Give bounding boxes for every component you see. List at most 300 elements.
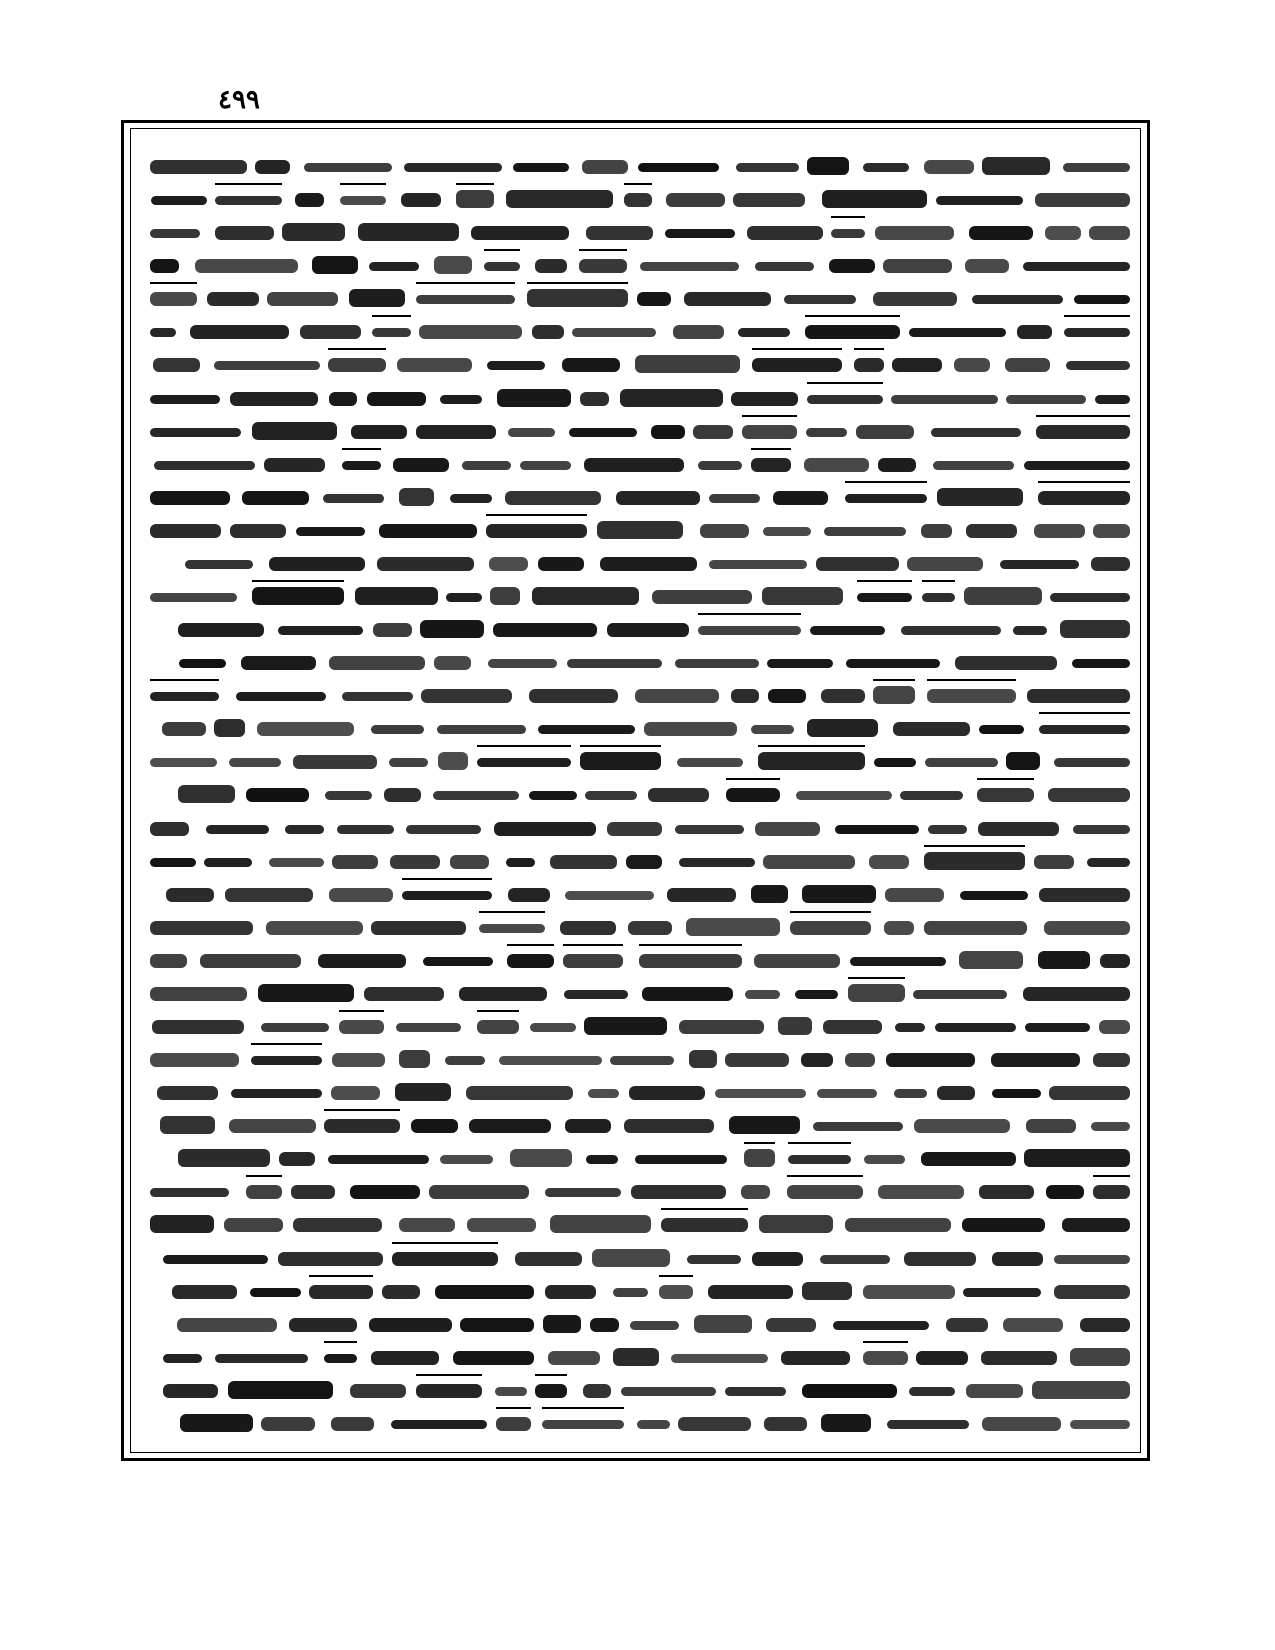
text-word (991, 1053, 1080, 1067)
text-line (150, 911, 1130, 947)
text-word (152, 1020, 244, 1034)
text-word (892, 358, 942, 372)
text-word (913, 990, 1007, 999)
text-word (494, 822, 596, 836)
text-word (891, 395, 998, 404)
text-word (490, 587, 520, 605)
text-word (440, 395, 482, 404)
text-word (884, 921, 914, 935)
text-word (267, 292, 338, 306)
text-word (538, 557, 584, 571)
text-word (215, 226, 274, 240)
text-line (150, 1308, 1130, 1344)
overline-bracket (402, 878, 492, 912)
text-word (845, 1218, 951, 1232)
text-word (833, 1321, 929, 1330)
text-word (329, 888, 393, 902)
text-word (963, 1288, 1041, 1297)
text-word (231, 1089, 322, 1098)
text-word (731, 689, 759, 703)
text-word (261, 1023, 329, 1032)
text-line (150, 712, 1130, 748)
text-word (972, 295, 1063, 304)
text-word (1049, 1086, 1130, 1100)
text-word (258, 984, 354, 1002)
text-word (725, 1387, 786, 1396)
text-word (150, 524, 221, 538)
text-word (613, 1288, 648, 1297)
text-word (823, 1020, 882, 1034)
text-word (709, 494, 760, 503)
text-word (572, 328, 656, 337)
text-line (150, 613, 1130, 649)
text-word (964, 587, 1042, 605)
text-word (538, 725, 635, 734)
text-word (616, 491, 700, 505)
text-word (802, 1282, 852, 1300)
text-word (644, 722, 737, 736)
overline-bracket (788, 1142, 851, 1176)
text-line (150, 977, 1130, 1013)
text-word (1044, 921, 1130, 935)
text-word (946, 1318, 988, 1332)
text-word (590, 1318, 619, 1332)
text-word (580, 392, 609, 406)
text-word (709, 560, 807, 569)
overline-bracket (535, 1374, 567, 1408)
text-word (506, 858, 535, 867)
text-word (548, 1351, 600, 1365)
text-word (397, 358, 472, 372)
text-word (901, 626, 1001, 635)
text-word (1073, 825, 1130, 834)
text-word (252, 422, 337, 440)
text-word (631, 1185, 726, 1199)
text-word (652, 590, 752, 604)
text-word (875, 226, 954, 240)
text-word (821, 689, 865, 703)
text-word (806, 428, 847, 437)
text-word (342, 692, 413, 701)
overline-bracket (1064, 315, 1130, 349)
text-word (677, 758, 743, 767)
page-number: ٤٩٩ (218, 85, 260, 115)
text-word (150, 954, 187, 968)
text-word (214, 361, 320, 370)
text-line (150, 1175, 1130, 1211)
text-line (150, 1242, 1130, 1278)
text-word (440, 1155, 493, 1164)
overline-bracket (805, 315, 900, 349)
text-word (567, 659, 662, 668)
text-word (620, 389, 723, 407)
text-word (429, 1185, 529, 1199)
text-word (928, 825, 967, 834)
text-word (355, 587, 438, 605)
text-word (257, 722, 354, 736)
text-word (965, 259, 1009, 273)
text-word (894, 1089, 927, 1098)
text-word (150, 395, 220, 404)
text-line (150, 580, 1130, 616)
overline-bracket (790, 911, 871, 945)
text-word (600, 557, 697, 571)
text-word (863, 163, 909, 172)
text-word (228, 1381, 333, 1399)
text-word (864, 1155, 905, 1164)
text-word (807, 719, 878, 737)
overline-bracket (150, 679, 219, 713)
text-word (741, 1185, 770, 1199)
text-word (437, 725, 526, 734)
text-word (921, 1152, 1016, 1166)
text-line (150, 1275, 1130, 1311)
text-word (1072, 659, 1130, 668)
text-word (885, 888, 944, 902)
overline-bracket (758, 745, 865, 779)
text-word (364, 987, 444, 1001)
text-word (371, 921, 466, 935)
text-word (754, 954, 840, 968)
overline-bracket (787, 1175, 863, 1209)
text-word (992, 1089, 1041, 1098)
text-word (624, 1119, 714, 1133)
text-word (640, 262, 739, 271)
text-word (185, 560, 253, 569)
text-word (510, 1149, 572, 1167)
text-word (289, 1318, 357, 1332)
text-word (829, 259, 875, 273)
text-word (446, 593, 482, 602)
overline-bracket (744, 1142, 775, 1176)
text-word (358, 223, 459, 241)
text-word (214, 719, 245, 737)
text-word (588, 1089, 619, 1098)
overline-bracket (854, 348, 884, 382)
text-word (225, 888, 313, 902)
text-word (693, 425, 733, 439)
text-word (909, 1387, 955, 1396)
text-word (1048, 788, 1130, 802)
text-word (207, 292, 259, 306)
text-word (763, 855, 855, 869)
text-word (242, 491, 309, 505)
text-word (1050, 593, 1130, 602)
text-line (150, 150, 1130, 186)
text-word (731, 392, 798, 406)
text-word (1006, 752, 1040, 770)
text-word (328, 1155, 429, 1164)
overline-bracket (922, 580, 955, 614)
text-word (1100, 954, 1130, 968)
text-line (150, 745, 1130, 781)
text-word (389, 758, 428, 767)
text-word (759, 1215, 833, 1233)
text-word (781, 1351, 850, 1365)
text-word (150, 160, 247, 174)
overline-bracket (845, 481, 927, 515)
text-word (329, 392, 357, 406)
text-word (1032, 1381, 1130, 1399)
text-word (200, 954, 301, 968)
text-word (1003, 1318, 1063, 1332)
text-word (873, 292, 957, 306)
overline-bracket (251, 1043, 322, 1077)
text-word (796, 791, 892, 800)
text-word (978, 822, 1059, 836)
overline-bracket (863, 1341, 908, 1375)
text-word (762, 587, 843, 605)
text-word (157, 1086, 218, 1100)
text-word (349, 289, 405, 307)
text-word (162, 722, 206, 736)
text-word (607, 822, 662, 836)
text-word (621, 1387, 716, 1396)
text-word (434, 656, 471, 670)
text-word (715, 1089, 806, 1098)
text-word (369, 1318, 452, 1332)
text-word (694, 1315, 752, 1333)
text-word (817, 1089, 877, 1098)
overline-bracket (752, 348, 842, 382)
overline-bracket (624, 183, 652, 217)
text-word (979, 725, 1024, 734)
overline-bracket (751, 448, 791, 482)
overline-bracket (484, 249, 520, 283)
text-word (329, 656, 425, 670)
overline-bracket (927, 679, 1016, 713)
text-word (172, 1285, 237, 1299)
overline-bracket (507, 944, 554, 978)
text-word (160, 1116, 215, 1134)
text-word (1091, 1122, 1130, 1131)
text-word (630, 1321, 679, 1330)
text-word (982, 1417, 1061, 1431)
text-word (778, 1017, 812, 1035)
text-word (979, 1185, 1034, 1199)
text-word (230, 524, 286, 538)
text-word (505, 491, 601, 505)
text-word (708, 1285, 793, 1299)
text-line (150, 415, 1130, 451)
text-word (816, 557, 899, 571)
text-word (562, 358, 620, 372)
text-line (150, 1374, 1130, 1410)
text-word (351, 425, 407, 439)
text-word (1063, 163, 1130, 172)
text-word (863, 1285, 955, 1299)
text-word (924, 160, 974, 174)
text-word (295, 193, 324, 207)
text-word (846, 659, 940, 668)
text-word (495, 1387, 527, 1396)
text-word (626, 855, 662, 869)
text-word (835, 825, 919, 834)
text-word (733, 193, 805, 207)
text-word (887, 1420, 969, 1429)
text-word (384, 788, 421, 802)
text-word (434, 256, 472, 274)
overline-bracket (848, 977, 905, 1011)
text-word (1045, 226, 1081, 240)
text-line (150, 1208, 1130, 1244)
text-word (937, 488, 1023, 506)
text-word (635, 355, 740, 373)
text-word (584, 1017, 667, 1035)
text-word (550, 1215, 651, 1233)
text-word (1024, 1149, 1130, 1167)
overline-bracket (340, 183, 386, 217)
text-word (675, 659, 759, 668)
text-word (1070, 1348, 1130, 1366)
text-word (1013, 626, 1047, 635)
text-word (1087, 858, 1130, 867)
overline-bracket (416, 282, 515, 316)
body-text (150, 150, 1130, 1440)
text-word (285, 825, 324, 834)
text-word (795, 990, 838, 999)
text-word (804, 458, 869, 472)
text-word (874, 758, 916, 767)
text-word (450, 494, 492, 503)
overline-bracket (977, 778, 1034, 812)
text-word (900, 791, 963, 800)
text-word (1093, 1053, 1130, 1067)
text-word (801, 1053, 833, 1067)
text-word (767, 659, 833, 668)
text-word (488, 659, 557, 668)
text-word (379, 524, 477, 538)
text-word (585, 791, 637, 800)
text-word (445, 1056, 485, 1065)
text-word (564, 990, 628, 999)
text-word (530, 1023, 576, 1032)
text-word (166, 888, 214, 902)
text-word (261, 1417, 315, 1431)
text-line (150, 1043, 1130, 1079)
text-line (150, 944, 1130, 980)
text-word (766, 1318, 816, 1332)
text-word (535, 259, 567, 273)
text-word (438, 752, 468, 770)
text-word (966, 1384, 1023, 1398)
text-word (666, 193, 725, 207)
text-word (886, 1053, 975, 1067)
text-word (331, 1086, 380, 1100)
text-word (154, 461, 255, 470)
text-word (150, 593, 237, 602)
text-word (725, 1053, 789, 1067)
text-word (648, 788, 709, 802)
text-word (423, 957, 493, 966)
text-word (420, 620, 484, 638)
text-word (1035, 193, 1130, 207)
text-word (150, 822, 189, 836)
text-word (304, 163, 392, 172)
text-word (180, 1414, 253, 1432)
text-word (391, 1420, 487, 1429)
text-word (925, 758, 998, 767)
text-word (582, 160, 628, 174)
text-word (390, 855, 440, 869)
text-word (883, 259, 952, 273)
text-word (350, 1384, 406, 1398)
text-word (1054, 1255, 1130, 1264)
text-word (560, 921, 616, 935)
text-word (638, 163, 719, 172)
overline-bracket (661, 1208, 748, 1242)
overline-bracket (246, 1175, 282, 1209)
text-word (282, 223, 345, 241)
overline-bracket (542, 1407, 624, 1441)
text-line (150, 1142, 1130, 1178)
text-word (150, 858, 196, 867)
text-word (291, 1185, 335, 1199)
text-word (850, 957, 946, 966)
text-word (1006, 395, 1086, 404)
text-word (269, 557, 365, 571)
text-word (597, 521, 683, 539)
text-line (150, 778, 1130, 814)
text-word (419, 325, 522, 339)
text-word (300, 325, 361, 339)
text-word (224, 1218, 283, 1232)
text-word (506, 190, 613, 208)
text-line (150, 812, 1130, 848)
overline-bracket (1038, 481, 1130, 515)
text-word (323, 494, 384, 503)
text-word (592, 1249, 670, 1267)
text-word (869, 855, 909, 869)
overline-bracket (1036, 415, 1130, 449)
text-word (331, 1417, 374, 1431)
text-line (150, 514, 1130, 550)
text-word (508, 888, 550, 902)
text-line (150, 1109, 1130, 1145)
text-word (312, 256, 358, 274)
text-line (150, 679, 1130, 715)
overline-bracket (392, 1242, 498, 1276)
text-word (508, 428, 555, 437)
text-word (1039, 888, 1130, 902)
text-word (763, 527, 811, 536)
text-word (401, 193, 441, 207)
text-word (450, 855, 489, 869)
text-word (1005, 358, 1050, 372)
text-word (497, 389, 571, 407)
text-word (529, 791, 577, 800)
text-word (1023, 262, 1130, 271)
text-word (755, 822, 820, 836)
text-word (318, 954, 406, 968)
text-word (255, 160, 290, 174)
text-word (460, 1318, 534, 1332)
text-word (628, 921, 672, 935)
text-word (406, 825, 481, 834)
text-line (150, 845, 1130, 881)
text-word (371, 725, 424, 734)
text-word (955, 656, 1057, 670)
text-word (246, 788, 309, 802)
text-word (667, 888, 736, 902)
text-word (686, 918, 780, 936)
text-word (230, 392, 318, 406)
text-word (586, 226, 653, 240)
text-word (751, 725, 794, 734)
text-word (1034, 524, 1085, 538)
text-word (195, 259, 298, 273)
text-word (764, 1417, 807, 1431)
